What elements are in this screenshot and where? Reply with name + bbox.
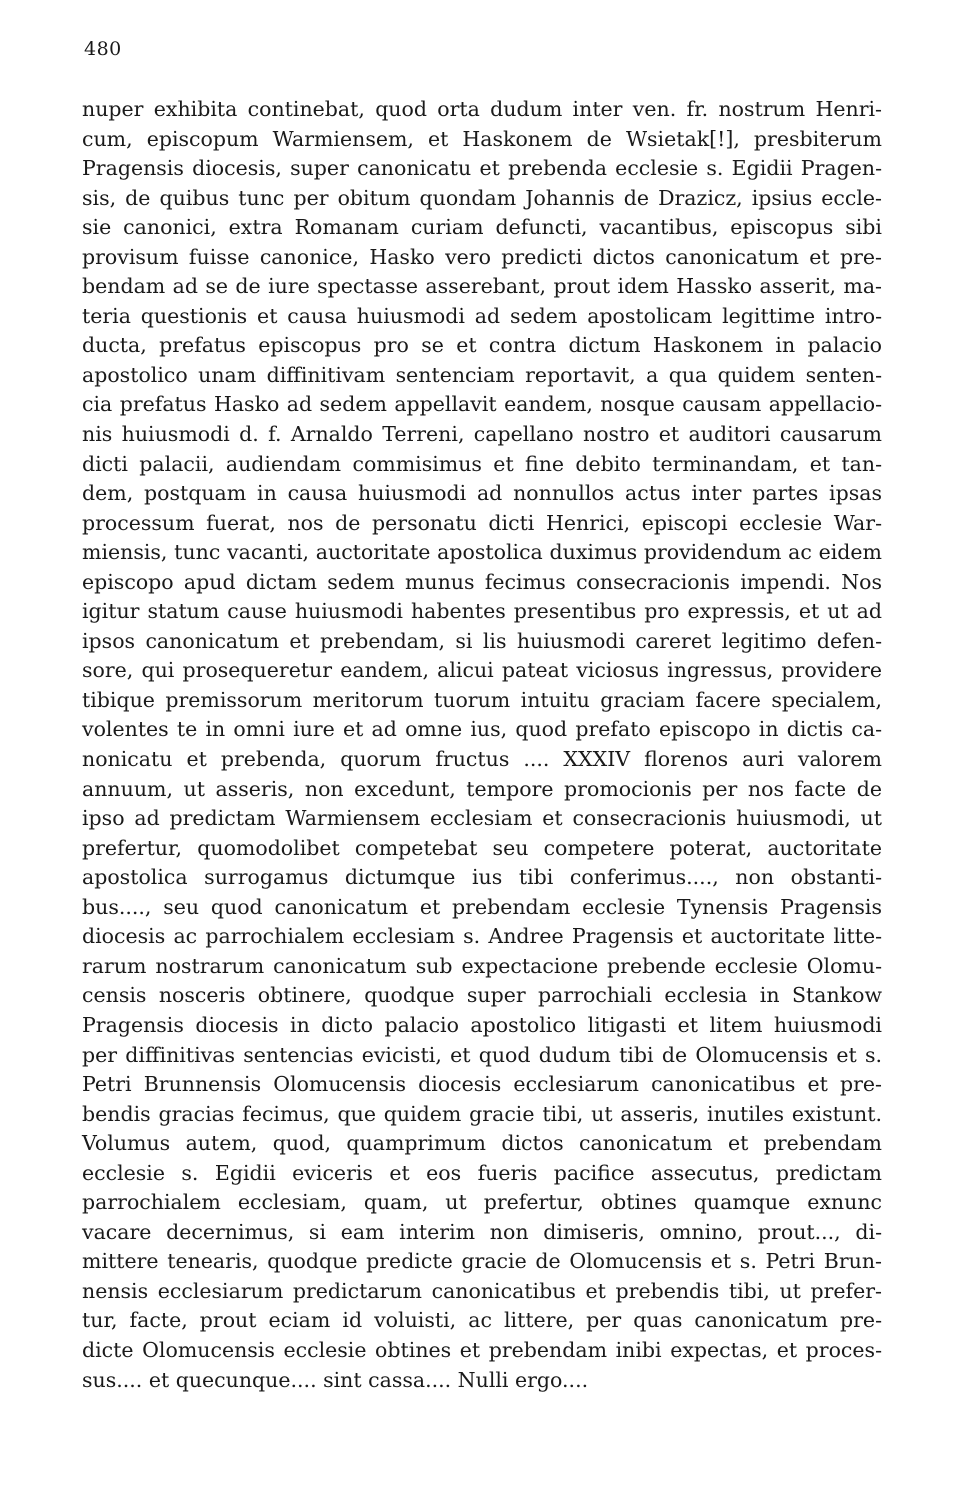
text-line: tibique premissorum meritorum tuorum intuitu graciam facere specialem, bbox=[82, 687, 882, 712]
text-line: sore, qui prosequeretur eandem, alicui pateat viciosus ingressus, providere bbox=[82, 658, 882, 683]
text-line: nuper exhibita continebat, quod orta dudum inter ven. fr. nostrum Henri- bbox=[82, 97, 882, 121]
text-line: sis, de quibus tunc per obitum quondam Johannis de Drazicz, ipsius eccle- bbox=[82, 185, 882, 210]
text-line: diocesis ac parrochialem ecclesiam s. Andree Pragensis et auctoritate litte- bbox=[82, 924, 882, 949]
text-line: miensis, tunc vacanti, auctoritate apostolica duximus providendum ac eidem bbox=[82, 540, 882, 565]
text-line: volentes te in omni iure et ad omne ius, quod prefato episcopo in dictis ca- bbox=[82, 717, 882, 742]
text-line: prefertur, quomodolibet competebat seu competere poterat, auctoritate bbox=[82, 835, 882, 860]
text-line: parrochialem ecclesiam, quam, ut prefertur, obtines quamque exnunc bbox=[82, 1190, 882, 1215]
text-line: ipso ad predictam Warmiensem ecclesiam et consecracionis huiusmodi, ut bbox=[82, 806, 882, 831]
text-line: Volumus autem, quod, quamprimum dictos canonicatum et prebendam bbox=[82, 1131, 882, 1156]
text-line: igitur statum cause huiusmodi habentes presentibus pro expressis, et ut ad bbox=[82, 599, 882, 624]
text-line: annuum, ut asseris, non excedunt, tempore promocionis per nos facte de bbox=[82, 776, 882, 801]
text-line: rarum nostrarum canonicatum sub expectacione prebende ecclesie Olomu- bbox=[82, 953, 882, 978]
text-line: provisum fuisse canonice, Hasko vero predicti dictos canonicatum et pre- bbox=[82, 244, 882, 269]
text-line: sie canonici, extra Romanam curiam defuncti, vacantibus, episcopus sibi bbox=[82, 215, 882, 240]
text-line: per diffinitivas sentencias evicisti, et quod dudum tibi de Olomucensis et s. bbox=[82, 1042, 882, 1067]
text-line: Petri Brunnensis Olomucensis diocesis ecclesiarum canonicatibus et pre- bbox=[82, 1072, 882, 1097]
text-line: bendis gracias fecimus, que quidem gracie tibi, ut asseris, inutiles existunt. bbox=[82, 1101, 882, 1126]
body-text bbox=[82, 95, 882, 1395]
text-line: Pragensis diocesis, super canonicatu et prebenda ecclesie s. Egidii Pragen- bbox=[82, 156, 882, 181]
text-line: bus...., seu quod canonicatum et prebendam ecclesie Tynensis Pragensis bbox=[82, 894, 882, 919]
text-line: apostolico unam diffinitivam sentenciam reportavit, a qua quidem senten- bbox=[82, 362, 882, 387]
text-line: mittere tenearis, quodque predicte gracie de Olomucensis et s. Petri Brun- bbox=[82, 1249, 882, 1274]
text-line: cum, episcopum Warmiensem, et Haskonem de Wsietak[!], presbiterum bbox=[82, 126, 882, 151]
text-line: cia prefatus Hasko ad sedem appellavit eandem, nosque causam appellacio- bbox=[82, 392, 882, 417]
text-line: episcopo apud dictam sedem munus fecimus consecracionis impendi. Nos bbox=[82, 569, 882, 594]
text-line: teria questionis et causa huiusmodi ad sedem apostolicam legittime intro- bbox=[82, 303, 882, 328]
text-line: dicte Olomucensis ecclesie obtines et prebendam inibi expectas, et proces- bbox=[82, 1337, 882, 1362]
text-line: ipsos canonicatum et prebendam, si lis huiusmodi careret legitimo defen- bbox=[82, 628, 882, 653]
text-line: sus.... et quecunque.... sint cassa.... Nulli ergo.... bbox=[82, 1367, 589, 1392]
text-line: nis huiusmodi d. f. Arnaldo Terreni, capellano nostro et auditori causarum bbox=[82, 422, 882, 447]
text-line: nensis ecclesiarum predictarum canonicatibus et prebendis tibi, ut prefer- bbox=[82, 1278, 882, 1303]
text-line: bendam ad se de iure spectasse asserebant, prout idem Hassko asserit, ma- bbox=[82, 274, 882, 299]
text-line: censis nosceris obtinere, quodque super parrochiali ecclesia in Stankow bbox=[82, 983, 882, 1008]
text-line: processum fuerat, nos de personatu dicti Henrici, episcopi ecclesie War- bbox=[82, 510, 882, 535]
text-line: Pragensis diocesis in dicto palacio apostolico litigasti et litem huiusmodi bbox=[82, 1012, 882, 1037]
page-number: 480 bbox=[84, 38, 122, 60]
text-line: dem, postquam in causa huiusmodi ad nonnullos actus inter partes ipsas bbox=[82, 481, 882, 506]
text-line: ecclesie s. Egidii eviceris et eos fueris pacifice assecutus, predictam bbox=[82, 1160, 882, 1185]
text-line: tur, facte, prout eciam id voluisti, ac littere, per quas canonicatum pre- bbox=[82, 1308, 882, 1333]
text-line: apostolica surrogamus dictumque ius tibi conferimus...., non obstanti- bbox=[82, 865, 882, 890]
text-line: dicti palacii, audiendam commisimus et fine debito terminandam, et tan- bbox=[82, 451, 882, 476]
text-line: ducta, prefatus episcopus pro se et contra dictum Haskonem in palacio bbox=[82, 333, 882, 358]
text-line: vacare decernimus, si eam interim non dimiseris, omnino, prout..., di- bbox=[82, 1219, 882, 1244]
text-line: nonicatu et prebenda, quorum fructus .... XXXIV florenos auri valorem bbox=[82, 747, 882, 772]
